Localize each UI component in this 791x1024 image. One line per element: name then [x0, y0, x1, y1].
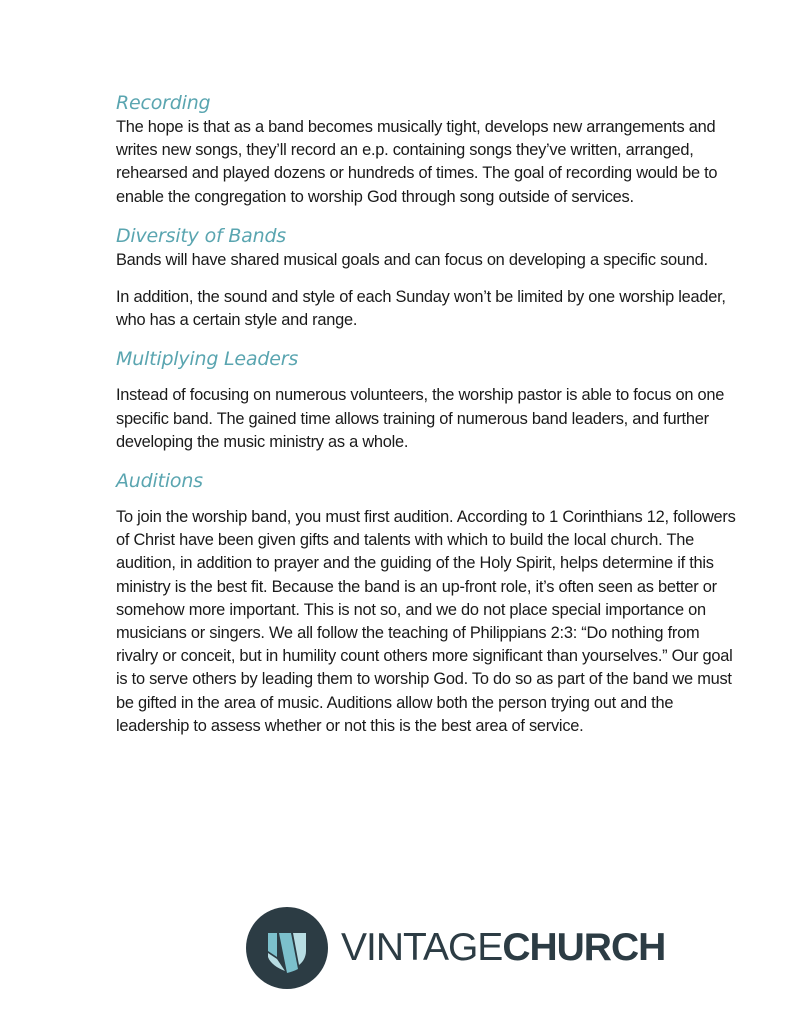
section-heading-multiplying-leaders: Multiplying Leaders [116, 348, 299, 371]
section-heading-auditions: Auditions [116, 470, 203, 493]
section-heading-recording: Recording [116, 92, 211, 114]
vintage-church-shield-icon [246, 907, 328, 989]
section-paragraph: The hope is that as a band becomes musically tight, develops new arrangements and writes new songs, they’ll record an e.p. containing songs they’ve written, arranged, rehearsed and played dozens or hundreds of times. The goal of recording would be to enable the congregation to worship God through song outside of services. [116, 118, 718, 206]
section-paragraph: Bands will have shared musical goals and can focus on developing a specific sound. [116, 250, 708, 269]
section-heading-diversity-of-bands: Diversity of Bands [116, 224, 286, 247]
vintage-church-logo [246, 907, 666, 989]
logo-text-church: CHURCH [502, 926, 666, 969]
logo-wordmark [341, 924, 665, 972]
section-paragraph: Instead of focusing on numerous volunteers, the worship pastor is able to focus on one specific band. The gained time allows training of numerous band leaders, and further developing the music ministry as a whole. [116, 386, 725, 451]
section-paragraph: To join the worship band, you must first audition. According to 1 Corinthians 12, followers of Christ have been given gifts and talents with which to build the local church. The audition, in addition to prayer and the guiding of the Holy Spirit, helps determine if this ministry is the best fit. Because the band is an up-front role, it’s often seen as better or somehow more important. This is not so, and we do not place special importance on musicians or singers. We all follow the teaching of Philippians 2:3: “Do nothing from rivalry or conceit, but in humility count others more significant than yourselves.” Our goal is to serve others by leading them to worship God. To do so as part of the band we must be gifted in the area of music. Auditions allow both the person trying out and the leadership to assess whether or not this is the best area of service. [116, 508, 736, 735]
logo-text-vintage: VINTAGE [341, 926, 503, 969]
document-body [116, 90, 741, 738]
section-paragraph: In addition, the sound and style of each Sunday won’t be limited by one worship leader, who has a certain style and range. [116, 288, 726, 330]
